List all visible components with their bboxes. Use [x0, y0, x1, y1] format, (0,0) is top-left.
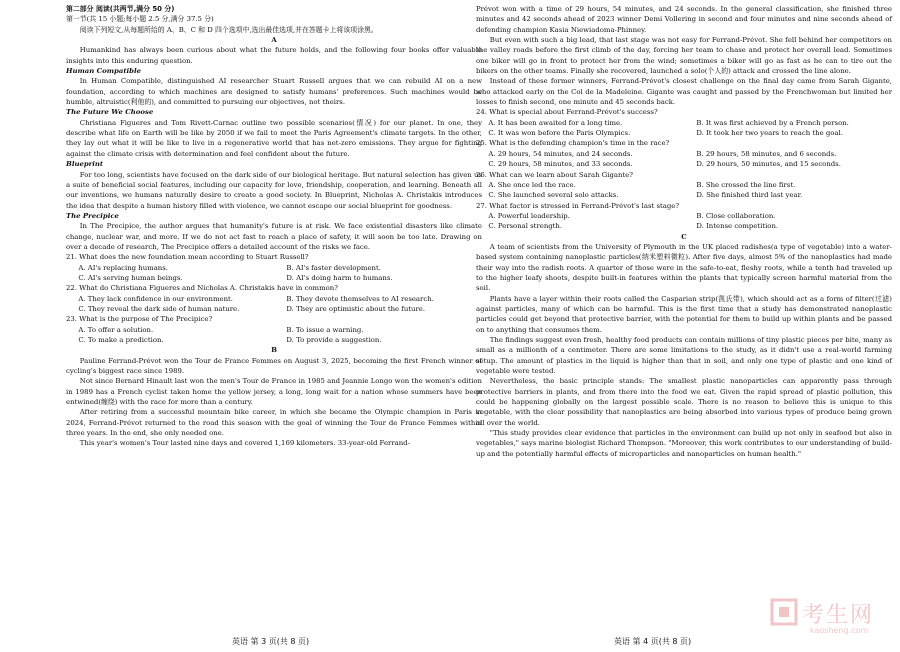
passage-b-paragraph-4-continued: Prévot won with a time of 29 hours, 54 minutes, and 24 seconds. In the general classification, she finished three minutes and 42 seconds ahead of 2023 winner Demi Vollering in second and four minutes and nine seconds ahead of defending champion Kasia Niewiadoma-Phinney. [476, 5, 892, 34]
option-26b: B. She crossed the line first. [696, 180, 796, 189]
left-page-column [66, 4, 482, 449]
option-24d: D. It took her two years to reach the goal. [696, 129, 843, 138]
options-row [66, 294, 482, 304]
passage-a-letter: A [271, 36, 277, 45]
book-text-4: In The Precipice, the author argues that humanity's future is at risk. We face existential disasters like climate change, nuclear war, and more. If we do not act fast to reach a place of safety, it will soon be too late. Drawing on over a decade of research, The Precipice offers a detailed account of the risks we face. [66, 222, 482, 251]
option-27a: A. Powerful leadership. [488, 211, 570, 220]
options-row [476, 118, 892, 128]
option-22a: A. They lack confidence in our environment. [78, 294, 233, 303]
option-23c: C. To make a prediction. [78, 336, 164, 344]
book-title-4: The Precipice [66, 211, 119, 220]
book-text-3: For too long, scientists have focused on the dark side of our biological heritage. But natural selection has given us a suite of beneficial social features, including our capacity for love, friendship, cooperation, and learning. Beneath all our inventions, we humans naturally desire to create a good society. In Blueprint, Nicholas A. Christakis introduces the idea that despite a human history filled with violence, we cannot escape our social blueprint for goodness. [66, 170, 482, 210]
passage-b-paragraph-4: This year's women's Tour lasted nine days and covered 1,169 kilometers. 33-year-old Ferrand- [79, 439, 410, 448]
option-27b: B. Close collaboration. [696, 211, 776, 220]
watermark-mark-icon [770, 598, 798, 626]
options-row [476, 190, 892, 200]
option-21c: C. AI's serving human beings. [78, 273, 183, 282]
option-21a: A. AI's replacing humans. [78, 263, 168, 272]
passage-c-letter: C [681, 232, 687, 241]
option-24b: B. It was first achieved by a French person. [696, 118, 849, 127]
book-title-1: Human Compatible [66, 67, 141, 76]
passage-b-letter: B [271, 346, 277, 355]
options-row [476, 159, 892, 169]
passage-b-paragraph-3: After retiring from a successful mountain bike career, in which she became the Olympic champion in Paris in 2024, Ferrand-Prévot returned to the road this season with the goal of winning the Tour de France Femmes within three years. In the end, she only needed one. [66, 408, 482, 438]
passage-a-intro: Humankind has always been curious about what the future holds, and the following four books offer valuable insights into this enduring question. [66, 46, 482, 65]
option-27d: D. Intense competition. [696, 222, 779, 231]
passage-c-paragraph-1: A team of scientists from the University of Plymouth in the UK placed radishes(a type of vegetable) into a water-based system containing nanoplastic particles(纳米塑料微粒). After five days, almost 5% of the nanoplastics had made their way into the radish roots. A quarter of those were in the safe-to-eat, fleshy roots, while a tenth had traveled up to the higher leafy shoots, despite built-in features within the plants that typically screen harmful material from the soil. [476, 242, 892, 293]
option-22d: D. They are optimistic about the future. [286, 304, 426, 313]
options-row [476, 128, 892, 138]
option-25c: C. 29 hours, 58 minutes, and 33 seconds. [488, 160, 633, 169]
passage-b-paragraph-1: Pauline Ferrand-Prévot won the Tour de France Femmes on August 3, 2025, becoming the first French winner of cycling's biggest race since 1989. [66, 356, 482, 376]
instruction-text: 阅读下列短文,从每题所给的 A、B、C 和 D 四个选项中,选出最佳选项,并在答题卡上将该项涂黑。 [79, 25, 378, 34]
question-27: 27. What factor is stressed in Ferrand-Prévot's last stage? [476, 201, 680, 210]
option-26c: C. She launched several solo attacks. [488, 191, 619, 200]
watermark-url: kaosheng.com [810, 626, 869, 635]
option-26d: D. She finished third last year. [696, 191, 803, 200]
question-24: 24. What is special about Ferrand-Prévot's success? [476, 108, 658, 117]
book-title-3: Blueprint [66, 160, 104, 169]
book-text-1: In Human Compatible, distinguished AI researcher Stuart Russell argues that we can rebuild AI on a new foundation, according to which machines are designed to satisfy humans' preferences. Such machines would be humble, altruistic(利他的), and committed to pursuing our objectives, not theirs. [66, 77, 482, 107]
options-row [66, 335, 482, 345]
page-footer-left: 英语 第 3 页(共 8 页) [232, 637, 310, 646]
section-title: 第二部分 阅读(共两节,满分 50 分) [66, 5, 175, 13]
options-row [476, 180, 892, 190]
question-25: 25. What is the defending champion's time in the race? [476, 139, 670, 148]
option-25d: D. 29 hours, 50 minutes, and 15 seconds. [696, 160, 841, 169]
option-24c: C. It was won before the Paris Olympics. [488, 129, 631, 138]
question-22: 22. What do Christiana Figueres and Nicholas A. Christakis have in common? [66, 284, 338, 293]
watermark-logo [770, 594, 895, 646]
passage-c-paragraph-5: "This study provides clear evidence that particles in the environment can build up not only in seafood but also in vegetables," says marine biologist Richard Thompson. "Moreover, this work contributes to our understanding of build-up and the potentially harmful effects of microparticles and nanoparticles on human health." [476, 429, 892, 458]
option-22b: B. They devote themselves to AI research. [286, 294, 434, 303]
passage-b-paragraph-6: Instead of these former winners, Ferrand-Prévot's closest challenge on the final day came from Sarah Gigante, who attacked early on the Col de la Madeleine. Gigante was caught and passed by the Frenchwoman but limited her losses to finish second, one minute and 45 seconds back. [476, 77, 892, 107]
options-row [66, 273, 482, 283]
option-22c: C. They reveal the dark side of human nature. [78, 304, 240, 313]
option-25b: B. 29 hours, 58 minutes, and 6 seconds. [696, 149, 837, 158]
option-23b: B. To issue a warning. [286, 325, 364, 334]
passage-c-paragraph-2: Plants have a layer within their roots called the Casparian strip(凯氏带), which should act as a form of filter(过滤) against particles, many of which can be harmful. This is the first time that a study has demonstrated nanoplastic particles could get beyond that protective barrier, with the potential for them to build up within plants and be passed on to anything that consumes them. [476, 294, 892, 334]
passage-b-paragraph-2: Not since Bernard Hinault last won the men's Tour de France in 1985 and Jeannie Longo won the women's edition in 1989 has a French cyclist taken home the yellow jersey, a long, long wait for a nation whose summers have been entwined(缠绕) with the race for more than a century. [66, 377, 482, 407]
watermark-name: 考生网 [802, 603, 875, 628]
options-row [66, 263, 482, 273]
option-23d: D. To provide a suggestion. [286, 336, 382, 344]
option-27c: C. Personal strength. [488, 222, 563, 231]
passage-c-paragraph-3: The findings suggest even fresh, healthy food products can contain millions of tiny plastic pieces per bite, many as small as a millionth of a centimeter. There are some limitations to the study, as it didn't use a real-world farming setup. The amount of plastics in the liquid is higher than that in soil, and only one type of plastic and one kind of vegetable were tested. [476, 336, 892, 376]
option-21d: D. AI's doing harm to humans. [286, 273, 393, 282]
question-21: 21. What does the new foundation mean according to Stuart Russell? [66, 253, 309, 262]
passage-c-paragraph-4: Nevertheless, the basic principle stands: The smallest plastic nanoparticles can apparently pass through protective barriers in plants, and from there into the food we eat. Given the rapid spread of plastic pollution, this could be happening globally on the largest possible scale. There is no reason to believe this is unique to this vegetable, with the clear possibility that nanoplastics are being absorbed into various types of produce being grown all over the world. [476, 377, 892, 427]
book-title-2: The Future We Choose [66, 108, 154, 117]
part-heading: 第一节(共 15 小题;每小题 2.5 分,满分 37.5 分) [66, 15, 214, 24]
options-row [476, 211, 892, 221]
option-26a: A. She once led the race. [488, 180, 576, 189]
options-row [66, 325, 482, 335]
right-page-column [476, 4, 892, 459]
option-24a: A. It has been awaited for a long time. [488, 118, 623, 127]
question-26: 26. What can we learn about Sarah Gigante? [476, 170, 633, 179]
question-23: 23. What is the purpose of The Precipice? [66, 315, 213, 324]
options-row [66, 304, 482, 314]
page-footer-right: 英语 第 4 页(共 8 页) [614, 637, 692, 646]
book-text-2: Christiana Figueres and Tom Rivett-Carnac outline two possible scenarios(情况) for our planet. In one, they describe what life on Earth will be like by 2050 if we fail to meet the Paris Agreement's climate targets. In the other, they lay out what it will be like to live in a regenerative world that has net-zero emissions. They argue for fighting against the climate crisis with determination and feel confident about the future. [66, 118, 482, 158]
options-row [476, 149, 892, 159]
option-23a: A. To offer a solution. [78, 325, 154, 334]
option-25a: A. 29 hours, 54 minutes, and 24 seconds. [488, 149, 633, 158]
passage-b-paragraph-5: But even with such a big lead, that last stage was not easy for Ferrand-Prévot. She fell behind her competitors on the valley roads before the first climb of the day, forcing her team to chase and protect her overall lead. Sometimes one biker will go in front to protect her from the wind; sometimes a biker will go as fast as he can to tire out the bikers on the other teams. Finally she recovered, launched a solo(个人的) attack and crossed the line alone. [476, 36, 892, 76]
option-21b: B. AI's faster development. [286, 263, 381, 272]
options-row [476, 221, 892, 231]
